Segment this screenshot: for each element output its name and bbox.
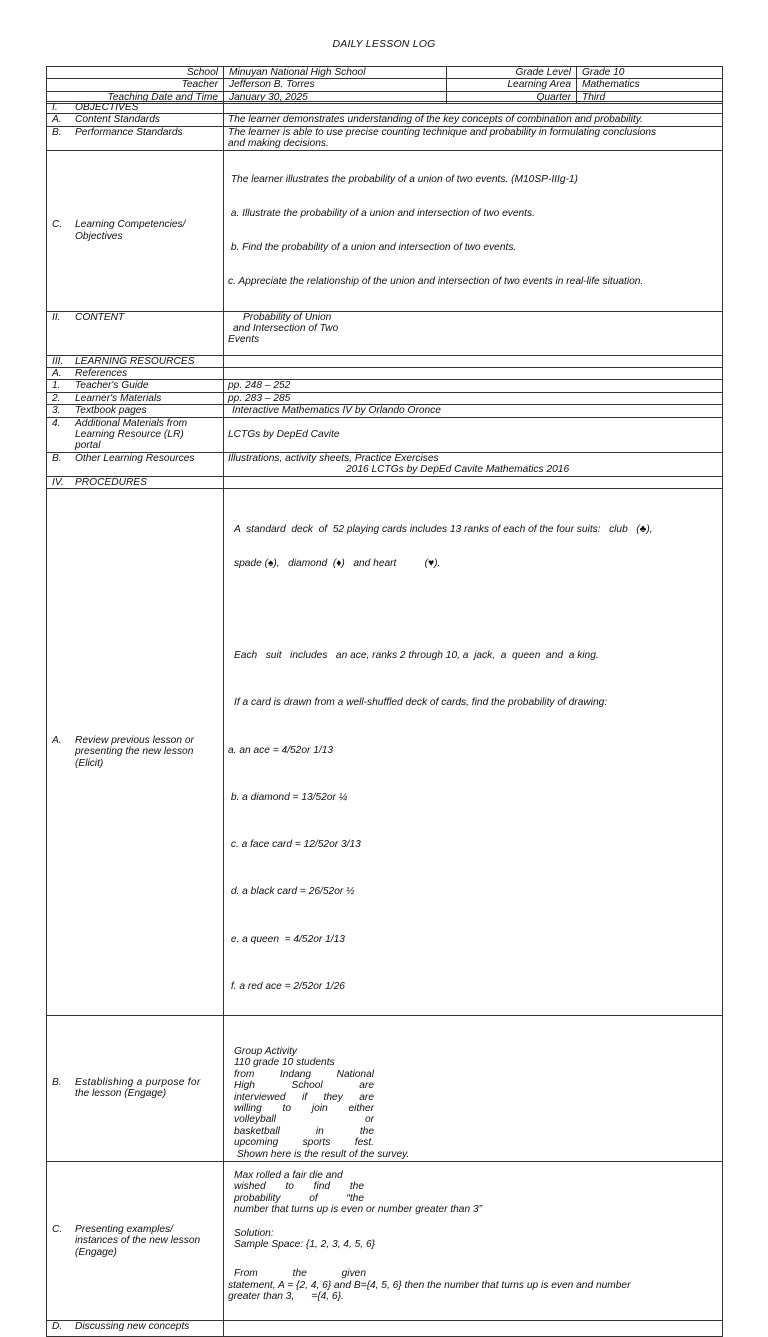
content-standards-row: [47, 114, 723, 126]
content-standards-text: The learner demonstrates understanding of the key concepts of combination and probability.: [224, 114, 723, 126]
suit-description: Each suit includes an ace, ranks 2 through 10, a jack, a queen and a king.: [234, 650, 599, 662]
competencies-label: Learning Competencies/: [75, 219, 186, 231]
teacher-label: Teacher: [47, 79, 224, 91]
other-resources-row: [47, 452, 723, 476]
references-label: References: [75, 367, 128, 379]
survey-line: High School are: [234, 1080, 374, 1092]
references-row: [47, 367, 723, 379]
statement-line: greater than 3, ={4, 6}.: [228, 1291, 344, 1303]
probability-answer: e. a queen = 4/52or 1/13: [228, 933, 345, 945]
references-num: A.: [52, 367, 62, 379]
resources-label: LEARNING RESOURCES: [75, 355, 195, 367]
procedure-c-num: C.: [52, 1223, 63, 1235]
other-resources-line: Illustrations, activity sheets, Practice Exercises: [228, 452, 439, 464]
competency-line: a. Illustrate the probability of a union and intersection of two events.: [228, 207, 535, 219]
additional-materials-label: Learning Resource (LR): [75, 428, 184, 440]
probability-answer: a. an ace = 4/52or 1/13: [228, 744, 334, 756]
procedure-d-num: D.: [52, 1320, 63, 1332]
procedures-row: [47, 476, 723, 488]
textbook-label: Textbook pages: [75, 405, 147, 417]
textbook-row: [47, 405, 723, 417]
school-value: Minuyan National High School: [224, 67, 447, 79]
additional-materials-row: [47, 417, 723, 452]
resources-num: III.: [52, 355, 64, 367]
survey-line: interviewed if they are: [234, 1091, 374, 1103]
quarter-value: Third: [577, 91, 723, 103]
learners-materials-num: 2.: [52, 392, 61, 404]
performance-standards-line: The learner is able to use precise counting technique and probability in formulating conclusions: [228, 126, 657, 138]
lesson-log-table: [46, 101, 723, 1337]
learning-area-label: Learning Area: [447, 79, 577, 91]
competency-line: b. Find the probability of a union and intersection of two events.: [228, 242, 517, 254]
additional-materials-text: LCTGs by DepEd Cavite: [224, 417, 723, 452]
content-label: CONTENT: [75, 311, 125, 323]
objectives-row: [47, 102, 723, 114]
survey-line: 110 grade 10 students: [234, 1057, 335, 1069]
die-problem-line: Max rolled a fair die and: [234, 1169, 343, 1181]
procedure-d-row: [47, 1320, 723, 1336]
performance-standards-num: B.: [52, 126, 62, 138]
performance-standards-line: and making decisions.: [228, 138, 329, 150]
survey-result-line: Shown here is the result of the survey.: [234, 1148, 410, 1160]
resources-row: [47, 355, 723, 367]
procedure-a-label: Review previous lesson or: [75, 734, 194, 746]
date-label: Teaching Date and Time: [47, 91, 224, 103]
procedure-a-row: [47, 488, 723, 1015]
content-line: Probability of Union: [243, 311, 332, 323]
procedure-a-label: (Elicit): [75, 757, 104, 769]
procedure-a-num: A.: [52, 734, 62, 746]
competencies-row: [47, 150, 723, 311]
teachers-guide-text: pp. 248 – 252: [224, 380, 723, 392]
objectives-num: I.: [52, 102, 58, 113]
sample-space: Sample Space: {1, 2, 3, 4, 5, 6}: [234, 1239, 376, 1250]
procedure-b-label: Establishing a purpose for: [75, 1077, 201, 1089]
procedure-b-row: [47, 1015, 723, 1161]
procedure-c-label: instances of the new lesson: [75, 1235, 201, 1247]
survey-line: from Indang National: [234, 1068, 374, 1080]
procedure-a-label: presenting the new lesson: [75, 746, 194, 758]
additional-materials-label: portal: [75, 440, 101, 452]
die-problem-line: wished to find the: [234, 1181, 364, 1193]
objectives-label: OBJECTIVES: [75, 102, 139, 113]
procedures-label: PROCEDURES: [75, 476, 147, 488]
survey-line: basketball in the: [234, 1125, 374, 1137]
competencies-num: C.: [52, 219, 63, 231]
teachers-guide-num: 1.: [52, 380, 61, 392]
grade-level-value: Grade 10: [577, 67, 723, 79]
quarter-label: Quarter: [447, 91, 577, 103]
procedure-b-num: B.: [52, 1077, 62, 1089]
procedure-c-row: [47, 1161, 723, 1320]
survey-line: volleyball or: [234, 1114, 374, 1126]
probability-answer: f. a red ace = 2/52or 1/26: [228, 980, 345, 992]
content-standards-label: Content Standards: [75, 114, 160, 126]
content-row: [47, 311, 723, 355]
probability-answer: b. a diamond = 13/52or ¼: [228, 791, 348, 803]
probability-question: If a card is drawn from a well-shuffled deck of cards, find the probability of drawing:: [234, 697, 608, 709]
textbook-num: 3.: [52, 405, 61, 417]
document-title: DAILY LESSON LOG: [332, 38, 436, 50]
content-line: and Intersection of Two: [233, 322, 339, 334]
procedure-b-label: the lesson (Engage): [75, 1088, 167, 1100]
probability-answer: c. a face card = 12/52or 3/13: [228, 839, 361, 851]
performance-standards-label: Performance Standards: [75, 126, 183, 138]
teachers-guide-row: [47, 380, 723, 392]
competency-line: The learner illustrates the probability of a union of two events. (M10SP-IIIg-1): [228, 173, 578, 185]
teachers-guide-label: Teacher's Guide: [75, 380, 149, 392]
learning-area-value: Mathematics: [577, 79, 723, 91]
die-problem-line: probability of “the: [234, 1192, 364, 1204]
competency-line: c. Appreciate the relationship of the union and intersection of two events in real-life situation.: [228, 276, 644, 288]
textbook-text: Interactive Mathematics IV by Orlando Oronce: [224, 405, 723, 417]
other-resources-label: Other Learning Resources: [75, 452, 195, 464]
additional-materials-num: 4.: [52, 417, 61, 429]
content-num: II.: [52, 311, 61, 323]
deck-intro-line: A standard deck of 52 playing cards includes 13 ranks of each of the four suits: club (♣),: [234, 523, 653, 535]
content-line: Events: [228, 334, 260, 346]
additional-materials-label: Additional Materials from: [75, 417, 188, 429]
other-resources-line: 2016 LCTGs by DepEd Cavite Mathematics 2016: [346, 464, 570, 476]
die-problem-line: number that turns up is even or number greater than 3”: [234, 1204, 483, 1216]
from-given-line: From the given: [234, 1268, 366, 1280]
learners-materials-row: [47, 392, 723, 404]
grade-level-label: Grade Level: [447, 67, 577, 79]
date-value: January 30, 2025: [224, 91, 447, 103]
solution-label: Solution:: [234, 1227, 274, 1239]
content-standards-num: A.: [52, 114, 62, 126]
survey-line: upcoming sports fest.: [234, 1137, 374, 1149]
school-label: School: [47, 67, 224, 79]
learners-materials-text: pp. 283 – 285: [224, 392, 723, 404]
deck-intro-line: spade (♠), diamond (♦) and heart (♥).: [234, 558, 441, 569]
competencies-label: Objectives: [75, 230, 123, 242]
procedures-num: IV.: [52, 476, 64, 488]
teacher-value: Jefferson B. Torres: [224, 79, 447, 91]
other-resources-num: B.: [52, 452, 62, 464]
statement-line: statement, A = {2, 4, 6} and B={4, 5, 6} then the number that turns up is even and number: [228, 1279, 631, 1291]
performance-standards-row: [47, 126, 723, 150]
procedure-d-label: Discussing new concepts: [75, 1320, 190, 1332]
probability-answer: d. a black card = 26/52or ½: [228, 886, 355, 898]
survey-line: willing to join either: [234, 1103, 374, 1114]
survey-line: Group Activity: [234, 1045, 298, 1057]
header-table: [46, 66, 723, 104]
procedure-c-label: (Engage): [75, 1246, 117, 1258]
learners-materials-label: Learner's Materials: [75, 392, 162, 404]
procedure-c-label: Presenting examples/: [75, 1223, 173, 1235]
